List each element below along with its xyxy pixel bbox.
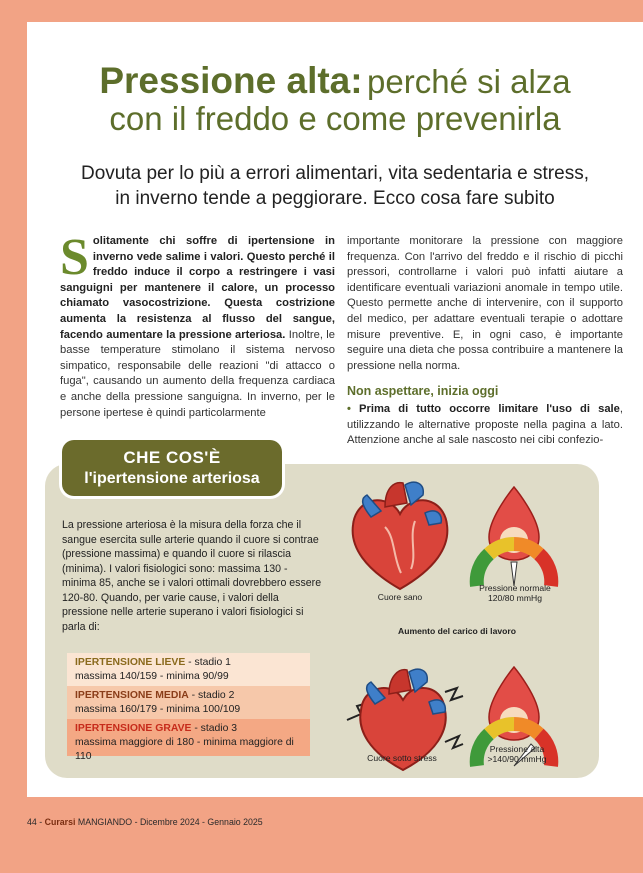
magazine-brand: Curarsi bbox=[44, 817, 76, 827]
normal-pressure-label: Pressione normale bbox=[479, 583, 551, 593]
drop-cap: S bbox=[60, 229, 89, 286]
page-number: 44 bbox=[27, 817, 37, 827]
stage-row bbox=[67, 719, 310, 762]
box-description: La pressione arteriosa è la misura della forza che il sangue esercita sulle arterie quando il cuore si contrae (pressione massima) e quando il cuore si rilascia (minima). I valori fisiologici sono: massima 130 - minima 85, anche se i valori ottimali dovrebbero essere 120-80. Quando, per varie cause, i valori della pressione nelle arterie superano i valori fisiologici si parla di: bbox=[62, 519, 322, 633]
healthy-heart-illustration bbox=[345, 477, 455, 597]
subtitle-line1: Dovuta per lo più a errori alimentari, vita sedentaria e stress, bbox=[81, 163, 589, 184]
subtitle-line2: in inverno tende a peggiorare. Ecco cosa fare subito bbox=[115, 187, 555, 209]
bullet-bold: Prima di tutto occorre limitare l'uso di sale bbox=[359, 402, 620, 415]
stage-number: - stadio 3 bbox=[191, 723, 238, 734]
title-line2: con il freddo e come prevenirla bbox=[109, 100, 561, 138]
left-column bbox=[60, 229, 335, 421]
stage-name: IPERTENSIONE MEDIA bbox=[75, 690, 189, 701]
magazine-page bbox=[27, 22, 643, 797]
title-bold: Pressione alta: bbox=[99, 60, 363, 101]
normal-pressure-caption bbox=[467, 583, 563, 603]
issue-info: MANGIANDO - Dicembre 2024 - Gennaio 2025 bbox=[75, 817, 263, 827]
right-column bbox=[347, 234, 623, 449]
bullet-paragraph bbox=[347, 402, 623, 449]
stage-number: - stadio 1 bbox=[185, 657, 231, 668]
article-title bbox=[27, 60, 643, 138]
article-subtitle bbox=[47, 162, 623, 211]
right-paragraph: importante monitorare la pressione con maggiore frequenza. Con l'arrivo del freddo e il rischio di picchi pressori, controllarne i valori può infatti aiutare a identificare eventuali variazioni anomale in tempo utile. Questo permette anche di intervenire, con il supporto del medico, per adattare eventuali terapie o adottare misure preventive. E, in ogni caso, è importante seguire una dieta che possa contribuire a mantenere la pressione nella norma. bbox=[347, 235, 623, 372]
info-box-heading bbox=[62, 440, 282, 496]
stage-name: IPERTENSIONE LIEVE bbox=[75, 657, 186, 668]
normal-pressure-gauge bbox=[469, 482, 559, 592]
stage-number: - stadio 2 bbox=[188, 690, 235, 701]
intro-text: Inoltre, le basse temperature stimolano il sistema nervoso simpatico, responsabile delle reazioni "di attacco o fuga", causando un aumento della frequenza cardiaca e anche della pressione sanguigna. In inverno, per le persone ipertese è quindi particolarmente bbox=[60, 328, 335, 419]
high-pressure-label: Pressione alta bbox=[489, 744, 545, 754]
box-heading-line1: CHE COS'È bbox=[123, 448, 221, 467]
page-footer: 44 - Curarsi MANGIANDO - Dicembre 2024 - Gennaio 2025 bbox=[27, 817, 263, 827]
box-heading-line2: l'ipertensione arteriosa bbox=[84, 470, 260, 487]
intro-bold: olitamente chi soffre di ipertensione in inverno vede salime i valori. Questo perché il freddo induce il corpo a restringere i vasi sanguigni per mantenere il calore, un processo chiamato vasocostrizione. Questa costrizione aumenta la resistenza al flusso del sangue, facendo aumentare la pressione arteriosa. bbox=[60, 235, 335, 341]
high-pressure-caption bbox=[472, 744, 562, 764]
stage-name: IPERTENSIONE GRAVE bbox=[75, 723, 192, 734]
section-subhead: Non aspettare, inizia oggi bbox=[347, 384, 499, 399]
stage-row bbox=[67, 686, 310, 721]
workload-caption: Aumento del carico di lavoro bbox=[398, 626, 516, 636]
stage-row bbox=[67, 653, 310, 688]
stage-values: massima 160/179 - minima 100/109 bbox=[75, 704, 241, 715]
stressed-heart-caption: Cuore sotto stress bbox=[367, 753, 437, 763]
stage-values: massima 140/159 - minima 90/99 bbox=[75, 671, 229, 682]
title-rest: perché si alza bbox=[367, 63, 571, 100]
bullet-text: , utilizzando le alternative proposte nella pagina a lato. Attenzione anche al sale nascosto nei cibi confezio- bbox=[347, 402, 623, 447]
high-pressure-value: >140/90 mmHg bbox=[487, 754, 547, 764]
stage-values: massima maggiore di 180 - minima maggiore di 110 bbox=[75, 737, 294, 762]
bullet-icon: • bbox=[347, 402, 360, 415]
normal-pressure-value: 120/80 mmHg bbox=[488, 593, 542, 603]
healthy-heart-caption: Cuore sano bbox=[377, 592, 423, 602]
